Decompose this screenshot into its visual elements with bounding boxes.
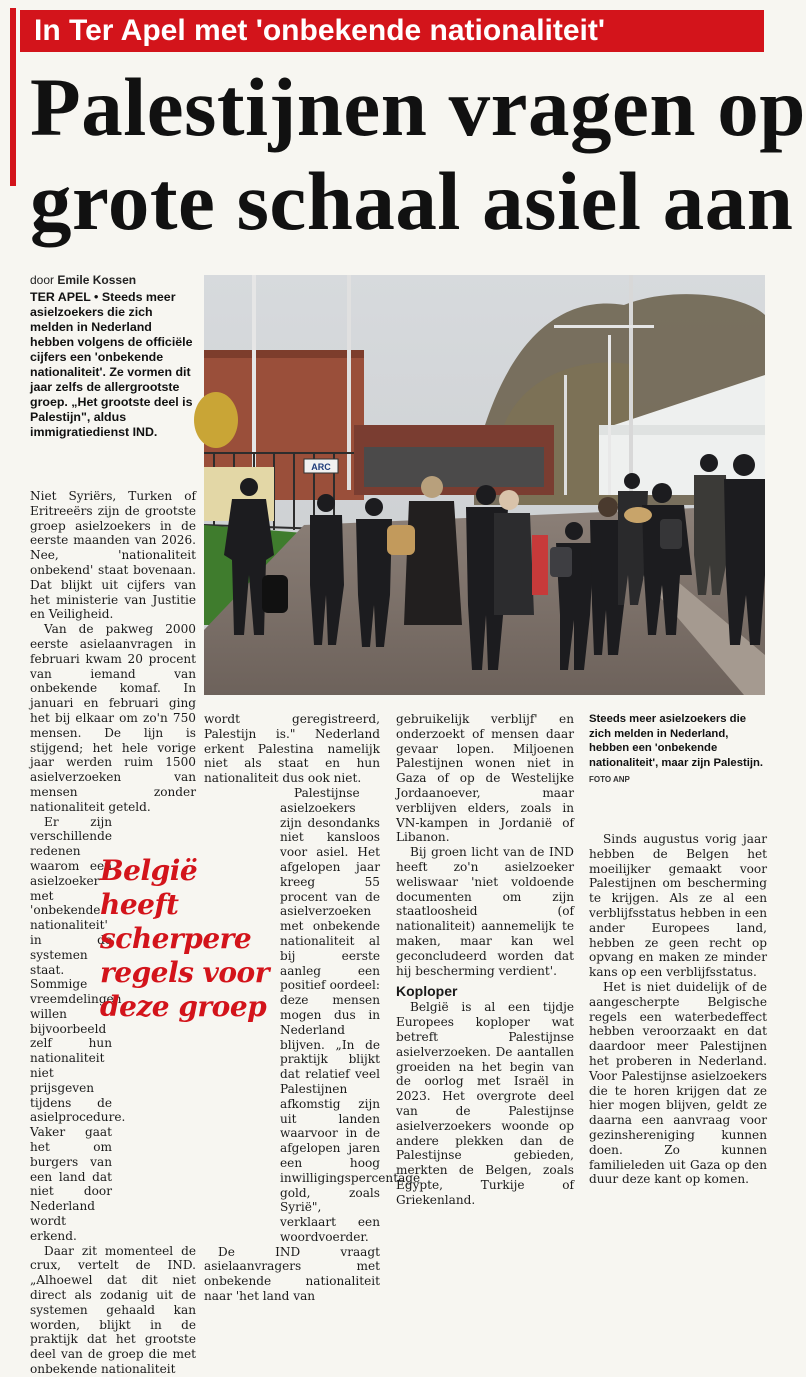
paragraph: Sinds augustus vorig jaar hebben de Belgen het moeilijker gemaakt voor Palestijnen om bescherming te krijgen. Als ze al een verblijfsstatus hebben in een ander Europees land, hebben ze geen recht op opvang en maken ze minder kans op een verblijfsstatus. [589, 832, 767, 980]
news-photo [204, 275, 765, 695]
paragraph: Niet Syriërs, Turken of Eritreeërs zijn de grootste groep asielzoekers in de eerste maanden van 2026. Nee, 'nationaliteit onbekend' staat bovenaan. Dat blijkt uit cijfers van het ministerie van Justitie en Veiligheid. [30, 489, 196, 622]
photo-caption: Steeds meer asielzoekers die zich melden in Nederland, hebben een 'onbekende nationaliteit', maar zijn Palestijn. [589, 713, 764, 769]
photo-credit: FOTO ANP [589, 775, 630, 784]
paragraph: De IND vraagt asielaanvragers met onbekende nationaliteit naar 'het land van [204, 1244, 380, 1304]
headline-line-2: grote schaal asiel aan [30, 155, 794, 247]
byline-author: Emile Kossen [57, 273, 137, 287]
byline [30, 273, 136, 287]
lead-paragraph [30, 290, 194, 440]
paragraph: gebruikelijk verblijf' en onderzoekt of mensen daar gevaar lopen. Miljoenen Palestijnen wonen niet in Gaza of op de Westelijke Jordaanoever, maar verblijven elders, zoals in VN-kampen in Jordanië of Libanon. [396, 712, 574, 845]
paragraph: Van de pakweg 2000 eerste asielaanvragen in februari kwam 20 procent van iemand van onbekende komaf. In januari en februari ging het bij elkaar om zo'n 750 mensen. De lijn is stijgend; het hele vorige jaar werden ruim 1500 asielverzoeken van mensen zonder nationaliteit geteld. [30, 622, 196, 814]
byline-prefix: door [30, 273, 55, 287]
section-subhead: Koploper [396, 983, 458, 1000]
photo-scene [204, 275, 765, 695]
arc-sign-text: ARC [311, 462, 331, 472]
lead-dateline: TER APEL • [30, 290, 99, 304]
article-column-1 [30, 489, 196, 1377]
paragraph: Er zijn verschillende redenen waarom een asielzoeker met 'onbekende nationaliteit' in de systemen staat. Sommige vreemdelingen willen bijvoorbeeld zelf hun nationaliteit niet prijsgeven tijdens de asielprocedure. Vaker gaat het om burgers van een land dat niet door Nederland wordt erkend. [30, 814, 126, 1243]
lead-text: Steeds meer asielzoekers die zich melden in Nederland hebben volgens de officiële cijfers een 'onbekende nationaliteit'. Ze vormen dit jaar zelfs de allergrootste groep. „Het grootste deel is Palestijn", aldus immigratiedienst IND. [30, 290, 193, 439]
paragraph: Palestijnse asielzoekers zijn desondanks niet kansloos voor asiel. Het afgelopen jaar kreeg 55 procent van de asielverzoeken met onbekende nationaliteit al bij eerste aanleg een positief oordeel: deze mensen mogen dus in Nederland blijven. „In de praktijk blijkt dat relatief veel Palestijnen afkomstig zijn uit landen waarvoor in de afgelopen jaren een hoog inwilligingspercentage gold, zoals Syrië", verklaart een woordvoerder. [280, 785, 421, 1244]
headline-line-1: Palestijnen vragen op [30, 61, 806, 153]
article-column-3 [396, 712, 574, 1207]
paragraph: Bij groen licht van de IND heeft zo'n asielzoeker weliswaar 'niet voldoende documenten om zijn staatloosheid (of nationaliteit) aannemelijk te maken, maar kan wel geconcludeerd worden dat hij bescherming verdient'. [396, 845, 574, 978]
headline [30, 60, 806, 248]
paragraph: Daar zit momenteel de crux, vertelt de IND. „Alhoewel dat dit niet direct als zodanig uit de systemen gehaald kan worden, blijkt in de praktijk dat het grootste deel van de groep die met onbekende nationaliteit [30, 1243, 196, 1377]
paragraph: wordt geregistreerd, Palestijn is." Nederland erkent Palestina namelijk niet als staat en hun nationaliteit dus ook niet. [204, 712, 380, 786]
article-column-4 [589, 832, 767, 1194]
accent-rule [10, 8, 16, 186]
paragraph: Het is niet duidelijk of de aangescherpte Belgische regels een waterbedeffect hebben veroorzaakt en dat daardoor meer Palestijnen het proberen in Nederland. Voor Palestijnse asielzoekers die te horen krijgen dat ze hier mogen blijven, geldt ze daarna een aanvraag voor gezinshereniging kunnen doen. Zo kunnen familieleden uit Gaza op den duur deze kant op komen. [589, 979, 767, 1187]
pull-quote: België heeft scherpere regels voor deze groep [100, 854, 269, 1023]
kicker-banner: In Ter Apel met 'onbekende nationaliteit' [20, 10, 764, 52]
paragraph: België is al een tijdje Europees koploper wat betreft Palestijnse asielverzoeken. De aantallen groeiden na het begin van de oorlog met Israël in 2023. Het overgrote deel van de Palestijnse asielverzoekers woonde op andere plekken dan de Palestijnse gebieden, merkten de Belgen, zoals Egypte, Turkije of Griekenland. [396, 1000, 574, 1207]
